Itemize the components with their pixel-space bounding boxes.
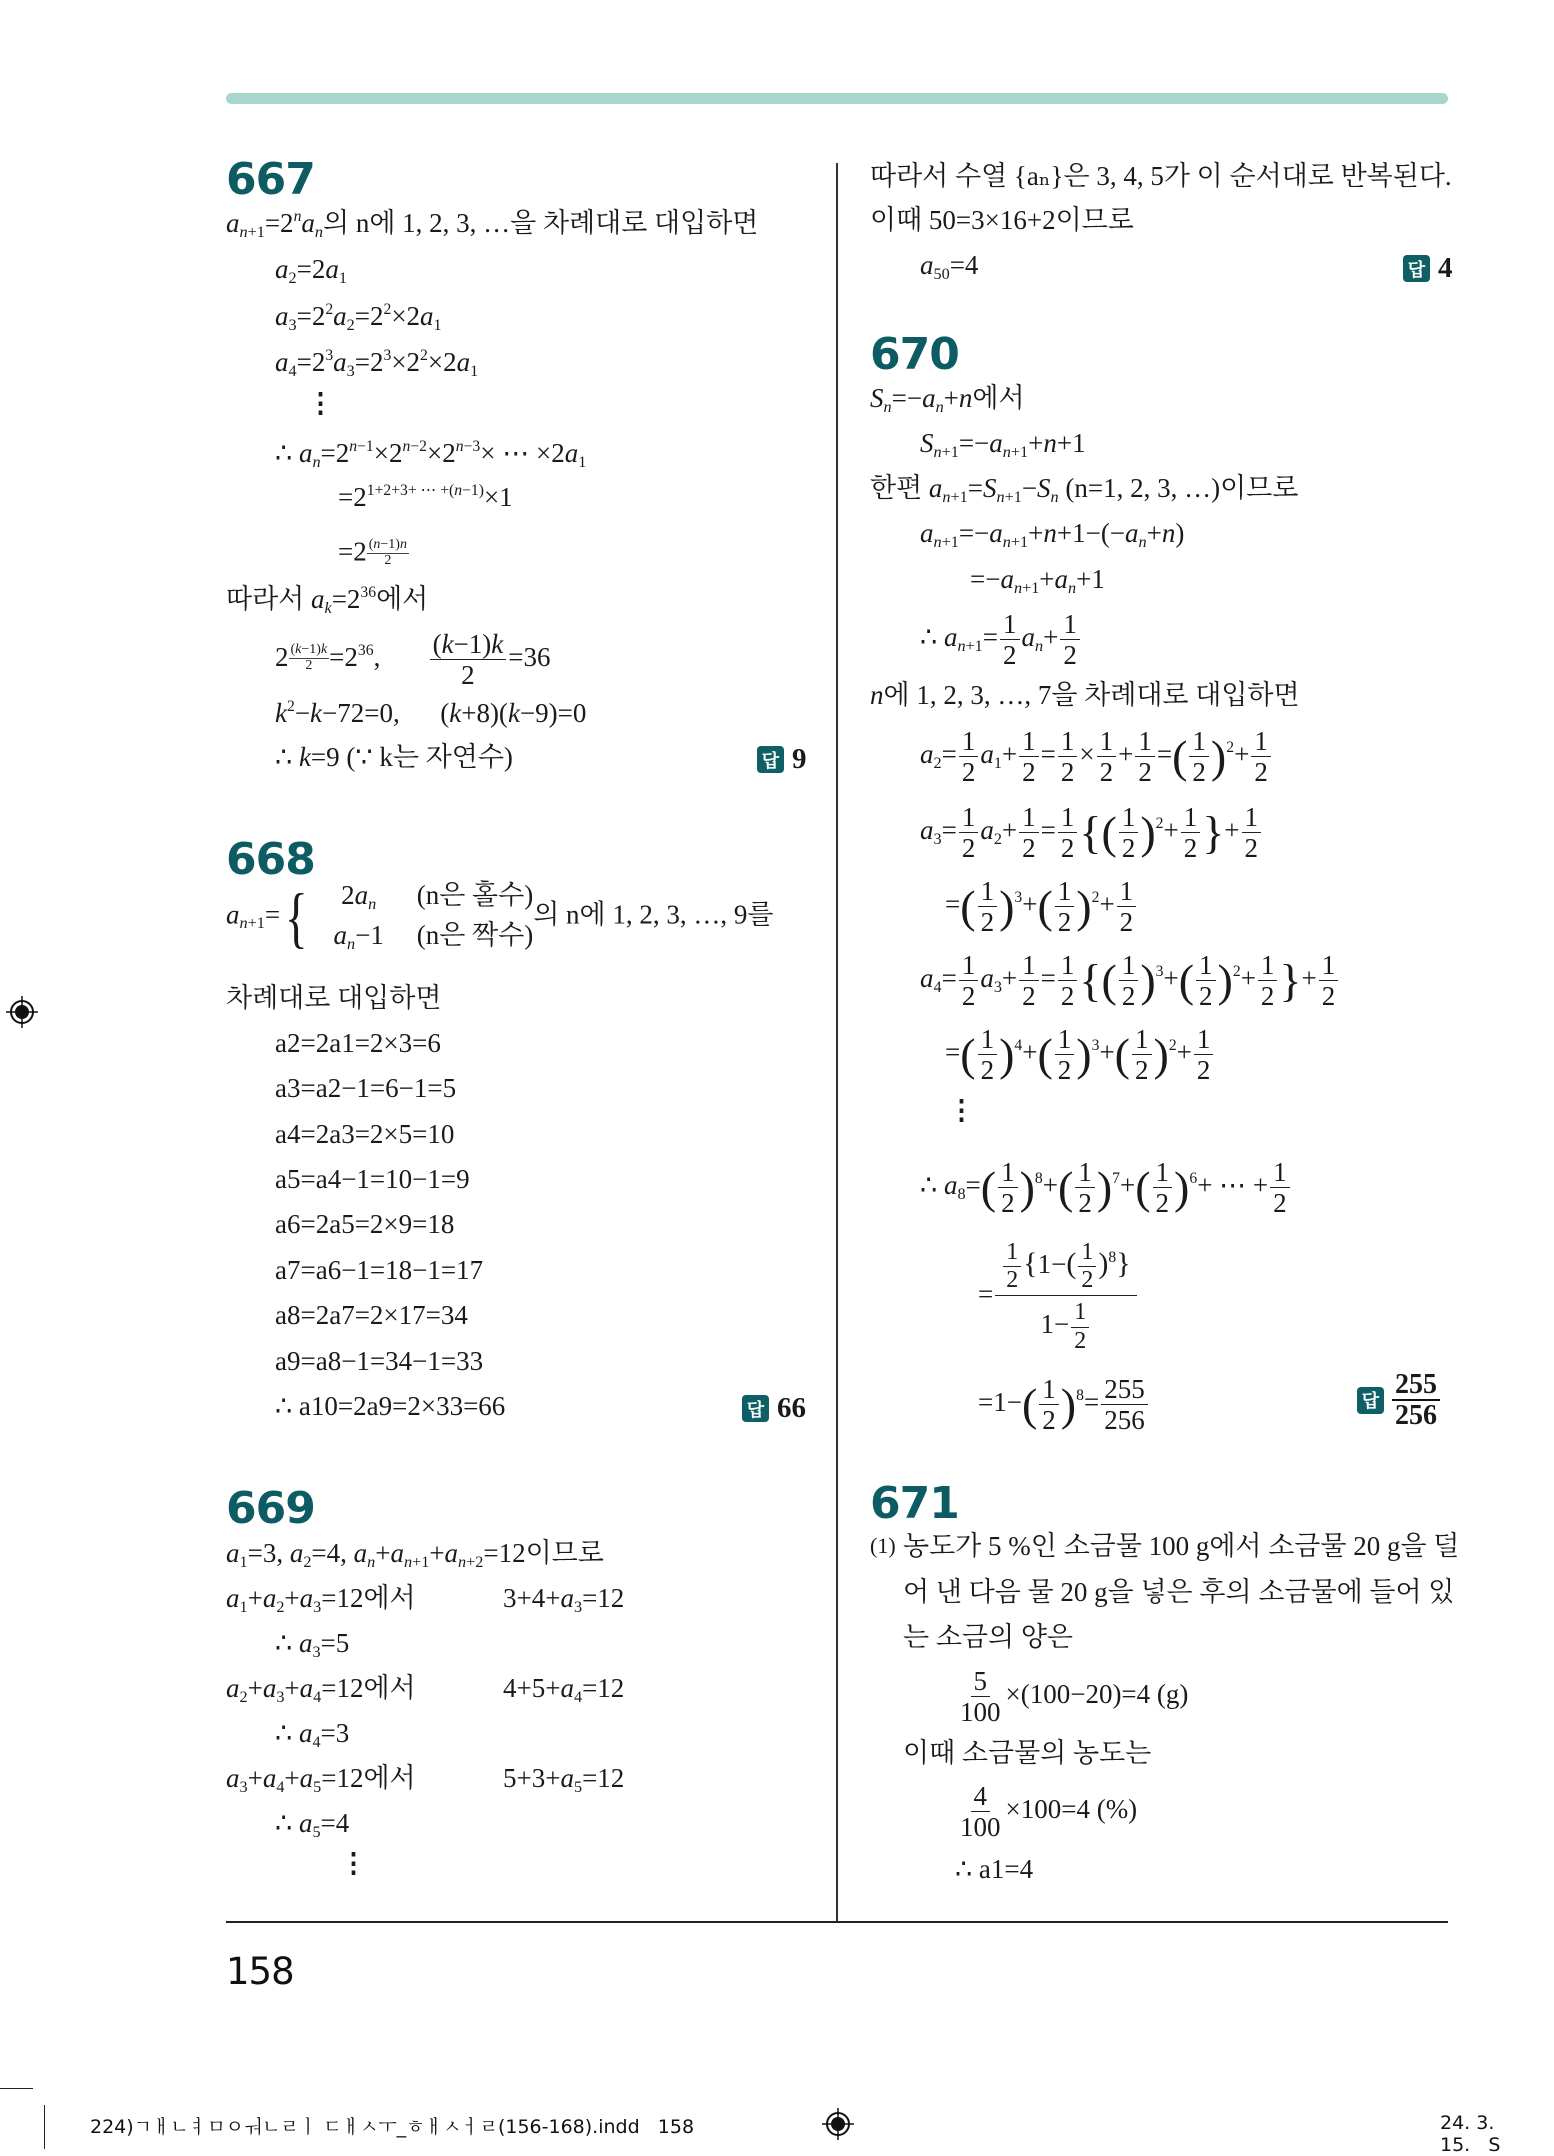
math-step: =( $\frac{1}{2}$ )$^4$+( $\frac{1}{2}$ )$^3$+( $\frac{1}{2}$ )$^2$+ $\frac{1}{2}$ [945,1025,1215,1085]
problem-text: 이때 소금물의 농도는 [903,1738,1152,1768]
math-step: =2 $\frac{(n-1)n}{2}$ [338,536,407,568]
math-step: $=-a_{n+1}+a_n+1$ [970,564,1105,597]
math-step: 2 $\frac{(k-1)k}{2}$ $=2^{36}$, $\frac{(k-1)k}{2}$ =36 [275,629,551,691]
problem-number: 669 [226,1483,315,1534]
math-step: $a_2=2a_1$ [275,254,347,287]
math-step: ∴ a1=4 [955,1854,1034,1884]
math-step: ∴ $a_n=2^{n-1}\times 2^{n-2}\times 2^{n-3}\times$ ⋯ $\times 2a_1$ [275,437,587,471]
footer-file-page: 158 [657,2116,695,2138]
math-step: ∴ k=9 (∵ k는 자연수) [275,742,513,772]
footer-file-info [90,2112,694,2139]
math-step: a7=a6−1=18−1=17 [275,1255,484,1285]
math-step: $=2^{1+2+3+ \cdots +(n-1)}\times 1$ [338,481,513,512]
math-step: $a_{n+1}=-a_{n+1}+n+1-(-a_n+n)$ [920,518,1185,551]
answer-box [742,1392,806,1425]
answer-box [757,743,807,776]
vertical-ellipsis: ⋮ [948,1095,975,1125]
math-step: a2=2a1=2×3=6 [275,1028,441,1058]
math-step: $a_{50}=4$ [920,250,979,283]
math-step: $a_1+a_2+a_3=12$에서 [226,1583,416,1616]
problem-number: 668 [226,834,315,885]
problem-text: 농도가 5 %인 소금물 100 g에서 소금물 20 g을 덜 [903,1531,1460,1561]
problem-text: 어 낸 다음 물 20 g을 넣은 후의 소금물에 들어 있 [903,1577,1455,1607]
footer-file-name: 224)ㄱㅐㄴㅕㅁㅇㅝㄴㄹㅣ ㄷㅐㅅㅜ_ㅎㅐㅅㅓㄹ(156-168).indd [90,2116,640,2138]
vertical-ellipsis: ⋮ [307,388,334,418]
math-step: $a_2+a_3+a_4=12$에서 [226,1673,416,1706]
registration-mark-icon [5,995,39,1029]
math-step: a9=a8−1=34−1=33 [275,1346,484,1376]
answer-value: 4 [1438,252,1453,284]
math-step: a3=a2−1=6−1=5 [275,1073,457,1103]
math-step: 한편 $a_{n+1}=S_{n+1}-S_n$ (n=1, 2, 3, …)이므로 [870,473,1299,506]
math-step: $a_4=2^3a_3=2^3\times 2^2\times 2a_1$ [275,346,479,380]
intro-text: 의 n에 1, 2, 3, …을 차례대로 대입하면 [322,207,759,238]
math-step: $a_3+a_4+a_5=12$에서 [226,1763,416,1796]
vertical-ellipsis: ⋮ [340,1848,367,1878]
answer-badge-icon: 답 [1357,1387,1384,1414]
problem-number: 667 [226,154,315,205]
math-step: ∴ $a_3=5$ [275,1628,350,1661]
answer-badge-icon: 답 [1403,255,1430,282]
continuation-line: 따라서 수열 {aₙ}은 3, 4, 5가 이 순서대로 반복된다. [870,161,1452,191]
continuation-line: 이때 50=3×16+2이므로 [870,205,1134,235]
math-step: $4+5+a_4=12$ [503,1673,625,1706]
math-step: $k^2-k-72=0$, (k+8)(k−9)=0 [275,697,587,728]
math-step: a4=2a3=2×5=10 [275,1119,455,1149]
math-step: = $\frac{1}{2}$ {1−( $\frac{1}{2}$ )$^8$} 1− $\frac{1}{2}$ [978,1240,1139,1354]
crop-mark [44,2105,45,2149]
math-step: $S_{n+1}=-a_{n+1}+n+1$ [920,428,1086,461]
answer-value: $\frac{255}{256}$ [1392,1370,1440,1431]
math-step: $\frac{4}{100}$ ×100=4 (%) [960,1781,1138,1843]
problem-number: 670 [870,329,959,380]
answer-box [1357,1370,1440,1431]
footer-rule [226,1921,1448,1923]
math-step: =1−( $\frac{1}{2}$ )$^8$= $\frac{255}{256}$ [978,1375,1150,1435]
answer-value: 66 [777,1392,806,1424]
math-step: $S_n=-a_n+n$에서 [870,383,1025,416]
math-step: ∴ $a_{n+1}=$ $\frac{1}{2}$ $a_n+$ $\frac{1}{2}$ [920,610,1082,670]
header-accent-bar [226,93,1448,104]
math-step: ∴ $a_5=4$ [275,1808,350,1841]
math-step: a6=2a5=2×9=18 [275,1209,455,1239]
math-step: ∴ $a_4=3$ [275,1718,350,1751]
math-step: $5+3+a_5=12$ [503,1763,625,1796]
answer-value: 9 [792,743,807,775]
problem-intro: $a_{n+1}=2^na_n$의 n에 1, 2, 3, …을 차례대로 대입하면 [226,207,759,241]
math-step: $a_4=$ $\frac{1}{2}$ $a_3+$ $\frac{1}{2}$ = $\frac{1}{2}$ {( $\frac{1}{2}$ )$^3$+( $\frac{1}{2}$ )$^2$+ $\frac{1}{2}$ }+ $\frac{1}{2}$ [920,951,1340,1011]
math-step: =( $\frac{1}{2}$ )$^3$+( $\frac{1}{2}$ )$^2$+ $\frac{1}{2}$ [945,877,1138,937]
answer-badge-icon: 답 [757,746,784,773]
math-step: $\frac{5}{100}$ ×(100−20)=4 (g) [960,1666,1189,1728]
problem-intro: $a_1=3$, $a_2=4$, $a_n+a_{n+1}+a_{n+2}=12$이므로 [226,1538,604,1571]
problem-text: 는 소금의 양은 [903,1622,1073,1652]
crop-mark [0,2088,33,2089]
math-step: a5=a4−1=10−1=9 [275,1164,470,1194]
substitution-line: n에 1, 2, 3, …, 7을 차례대로 대입하면 [870,680,1300,710]
registration-mark-icon [821,2107,855,2141]
part-label: (1) [870,1533,896,1558]
page-number: 158 [226,1950,294,1993]
conclusion-line: 따라서 $a_k=2^{36}$에서 [226,583,429,617]
math-step: $a_3=$ $\frac{1}{2}$ $a_2+$ $\frac{1}{2}$ = $\frac{1}{2}$ {( $\frac{1}{2}$ )$^2$+ $\frac{1}{2}$ }+ $\frac{1}{2}$ [920,803,1263,863]
problem-number: 671 [870,1478,959,1529]
answer-box [1403,252,1453,285]
math-step: a8=2a7=2×17=34 [275,1300,468,1330]
footer-date: 24. 3. 15. S [1440,2112,1501,2156]
answer-badge-icon: 답 [742,1395,769,1422]
math-step: $a_3=2^2a_2=2^2\times 2a_1$ [275,300,442,334]
math-step: ∴ $a_8=$( $\frac{1}{2}$ )$^8$+( $\frac{1}{2}$ )$^7$+( $\frac{1}{2}$ )$^6$+ ⋯ + $\frac{1}{2}$ [920,1158,1292,1218]
math-step: ∴ a10=2a9=2×33=66 [275,1391,506,1421]
math-step: $3+4+a_3=12$ [503,1583,625,1616]
intro-line-2: 차례대로 대입하면 [226,983,442,1013]
column-divider [836,163,838,1923]
piecewise-definition: $a_{n+1}=$ { $2a_n$ (n은 홀수) $a_n-1$ (n은 짝수) 의 n에 1, 2, 3, …, 9를 [226,879,774,956]
math-step: $a_2=$ $\frac{1}{2}$ $a_1+$ $\frac{1}{2}$ = $\frac{1}{2}$ × $\frac{1}{2}$ + $\frac{1}{2}$ =( $\frac{1}{2}$ )$^2$+ $\frac{1}{2}$ [920,727,1273,787]
